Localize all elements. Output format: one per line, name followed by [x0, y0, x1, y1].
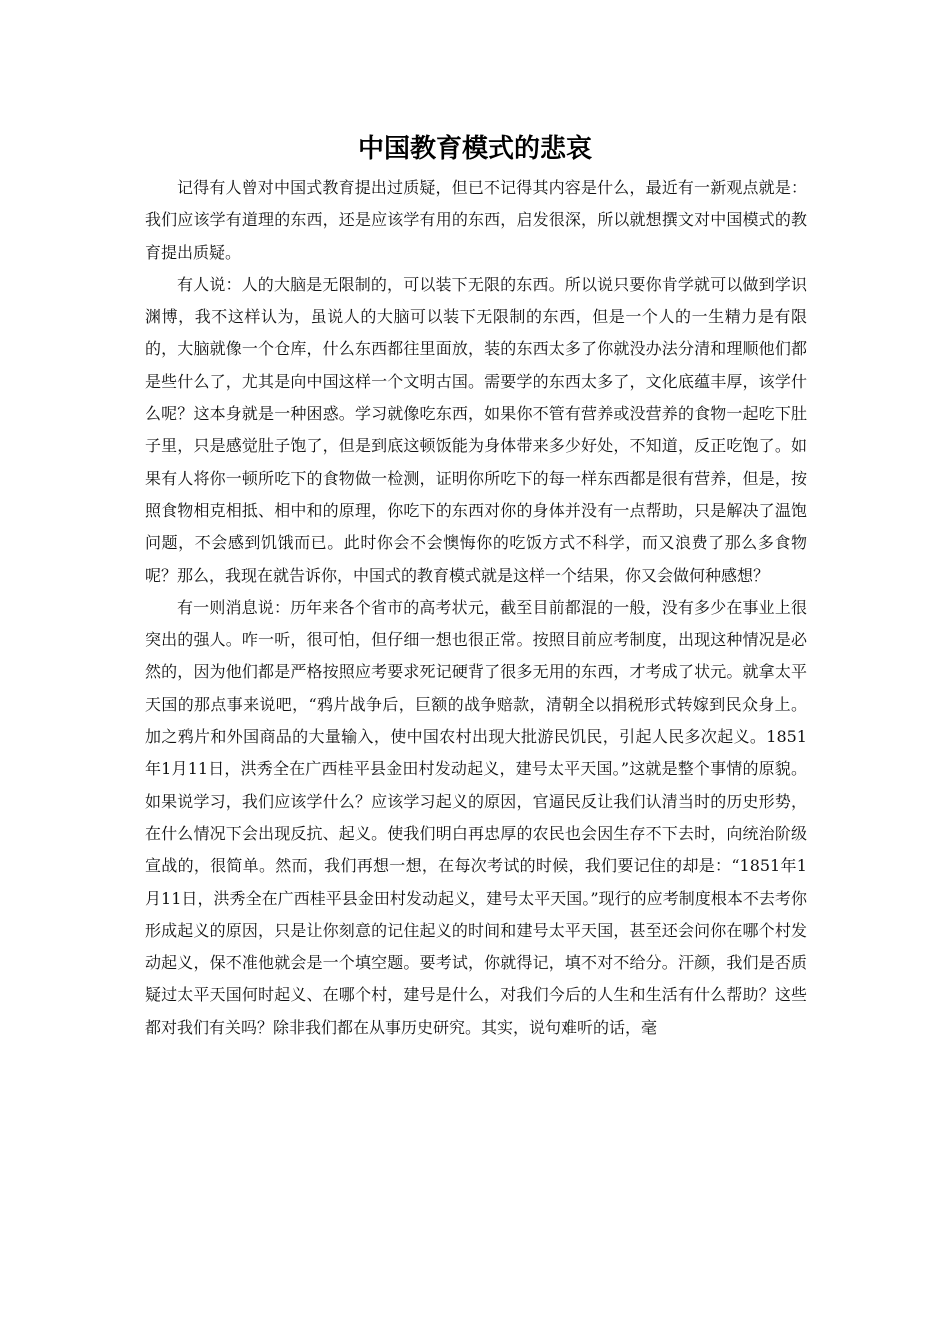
paragraph: 有人说：人的大脑是无限制的，可以装下无限的东西。所以说只要你肯学就可以做到学识渊博，我不这样认为，虽说人的大脑可以装下无限制的东西，但是一个人的一生精力是有限的，大脑就像一个仓库，什么东西都往里面放，装的东西太多了你就没办法分清和理顺他们都是些什么了，尤其是向中国这样一个文明古国。需要学的东西太多了，文化底蕴丰厚，该学什么呢？这本身就是一种困惑。学习就像吃东西，如果你不管有营养或没营养的食物一起吃下肚子里，只是感觉肚子饱了，但是到底这顿饭能为身体带来多少好处，不知道，反正吃饱了。如果有人将你一顿所吃下的食物做一检测，证明你所吃下的每一样东西都是很有营养，但是，按照食物相克相抵、相中和的原理，你吃下的东西对你的身体并没有一点帮助，只是解决了温饱问题，不会感到饥饿而已。此时你会不会懊悔你的吃饭方式不科学，而又浪费了那么多食物呢？那么，我现在就告诉你，中国式的教育模式就是这样一个结果，你又会做何种感想？ — [145, 274, 807, 585]
page-title: 中国教育模式的悲哀 — [357, 134, 592, 164]
article-body — [145, 172, 807, 1044]
paragraph: 有一则消息说：历年来各个省市的高考状元，截至目前都混的一般，没有多少在事业上很突出的强人。咋一听，很可怕，但仔细一想也很正常。按照目前应考制度，出现这种情况是必然的，因为他们都是严格按照应考要求死记硬背了很多无用的东西，才考成了状元。就拿太平天国的那点事来说吧，“鸦片战争后，巨额的战争赔款，清朝全以捐税形式转嫁到民众身上。加之鸦片和外国商品的大量输入，使中国农村出现大批游民饥民，引起人民多次起义。1851年1月11日，洪秀全在广西桂平县金田村发动起义，建号太平天国。”这就是整个事情的原貌。如果说学习，我们应该学什么？应该学习起义的原因，官逼民反让我们认清当时的历史形势，在什么情况下会出现反抗、起义。使我们明白再忠厚的农民也会因生存不下去时，向统治阶级宣战的，很简单。然而，我们再想一想，在每次考试的时候，我们要记住的却是：“1851年1月11日，洪秀全在广西桂平县金田村发动起义，建号太平天国。”现行的应考制度根本不去考你形成起义的原因，只是让你刻意的记住起义的时间和建号太平天国，甚至还会问你在哪个村发动起义，保不准他就会是一个填空题。要考试，你就得记，填不对不给分。汗颜，我们是否质疑过太平天国何时起义、在哪个村，建号是什么，对我们今后的人生和生活有什么帮助？这些都对我们有关吗？除非我们都在从事历史研究。其实，说句难听的话，毫 — [145, 597, 807, 1037]
paragraph: 记得有人曾对中国式教育提出过质疑，但已不记得其内容是什么，最近有一新观点就是：我们应该学有道理的东西，还是应该学有用的东西，启发很深，所以就想撰文对中国模式的教育提出质疑。 — [145, 178, 807, 262]
